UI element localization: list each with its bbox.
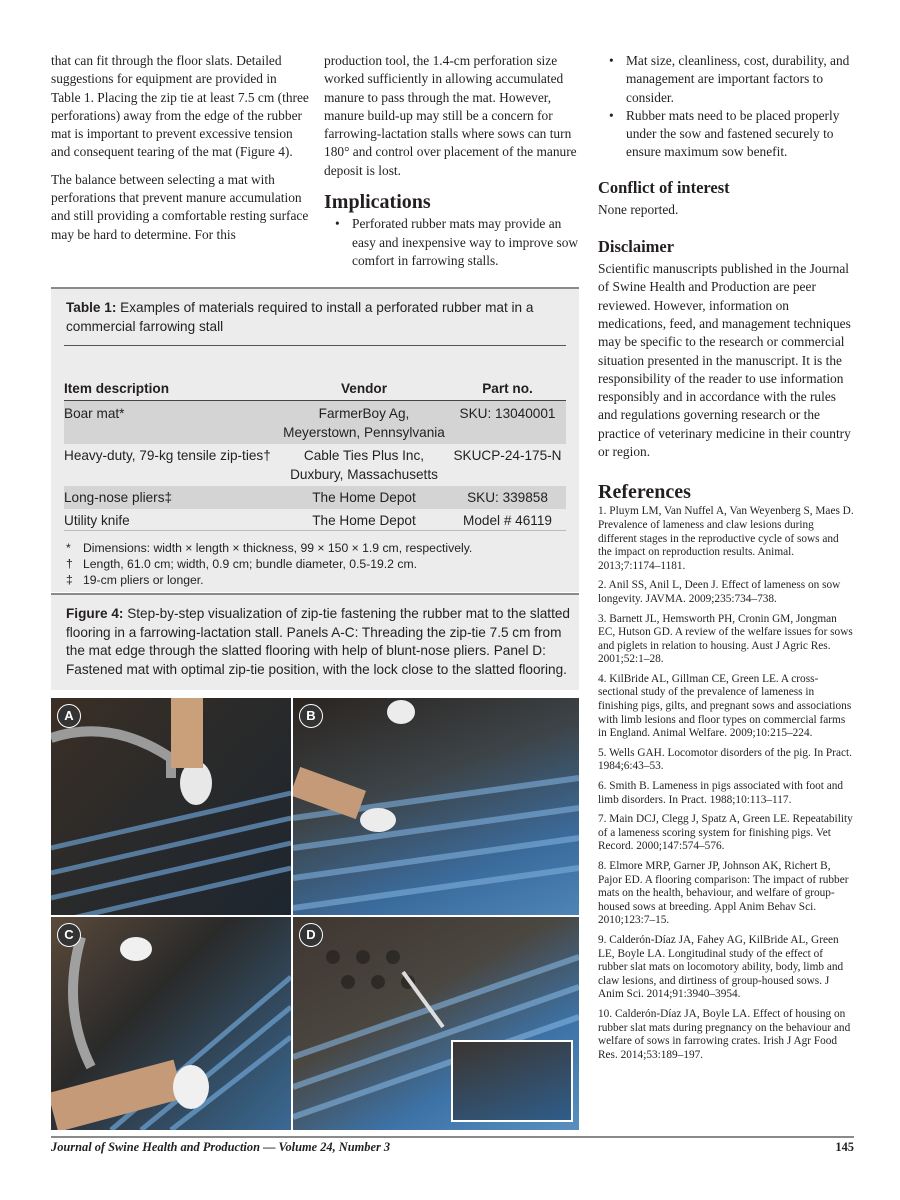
journal-footer: Journal of Swine Health and Production — Volume 24, Number 3 bbox=[51, 1140, 391, 1154]
table-cell: Model # 46119 bbox=[463, 513, 552, 528]
page-number: 145 bbox=[835, 1140, 854, 1154]
figure-panel-a-photo bbox=[51, 698, 291, 915]
table-cell: Boar mat* bbox=[64, 401, 279, 445]
paragraph: that can fit through the floor slats. Detailed suggestions for equipment are provided in Table 1. Placing the zip tie at least 7.5 cm (three perforations) away from the edge of the rubber mat is important to prevent excessive tension and consequent tearing of the mat (Figure 4). bbox=[51, 53, 309, 160]
reference-item: 10. Calderón-Díaz JA, Boyle LA. Effect of housing on rubber slat mats during pregnancy on the behaviour and welfare of sows in farrowing crates. Irish J Agr Food Res. 2014;53:189–197. bbox=[598, 1007, 851, 1061]
table-footnote-rule bbox=[64, 530, 566, 531]
table-row bbox=[64, 401, 566, 445]
table-row bbox=[64, 509, 566, 532]
column-1 bbox=[51, 52, 309, 253]
disclaimer-text: Scientific manuscripts published in the Journal of Swine Health and Production are peer reviewed. However, information on medications, feed, and management techniques may be specific to the research or commercial situation presented in the manuscript. It is the responsibility of the reader to use information responsibly and in accordance with the rules and regulations governing research or the practice of veterinary medicine in their country or region. bbox=[598, 261, 851, 460]
materials-table bbox=[64, 378, 566, 532]
footer-rule bbox=[51, 1136, 854, 1138]
table-cell: SKUCP-24-175-N bbox=[453, 448, 562, 463]
panel-label: C bbox=[57, 923, 81, 947]
reference-item: 5. Wells GAH. Locomotor disorders of the pig. In Pract. 1984;6:43–53. bbox=[598, 746, 852, 773]
figure-panel-c-photo bbox=[51, 917, 291, 1130]
table-row bbox=[64, 444, 566, 486]
bullet-item: • Mat size, cleanliness, cost, durability, and management are important factors to consider. bbox=[598, 52, 855, 107]
reference-item: 3. Barnett JL, Hemsworth PH, Cronin GM, Jongman EC, Hutson GD. A review of the welfare issues for sows and piglets in relation to housing. Aust J Agric Res. 2001;52:1–28. bbox=[598, 612, 853, 666]
footnote-mark: * bbox=[66, 541, 71, 555]
paragraph: The balance between selecting a mat with perforations that prevent manure accumulation and still providing a comfortable resting surface may be hard to determine. For this bbox=[51, 171, 309, 242]
figure-panel-d-photo bbox=[293, 917, 579, 1130]
panel-d-inset-photo bbox=[451, 1040, 573, 1122]
figure-label: Figure 4: bbox=[66, 606, 124, 621]
references-list bbox=[598, 505, 855, 1062]
slatted-floor-illustration bbox=[293, 698, 579, 915]
reference-item: 1. Pluym LM, Van Nuffel A, Van Weyenberg S, Maes D. Prevalence of lameness and claw lesions during different stages in the reproductive cycle of sows and the impact on reproduction results. Animal. 2013;7:1174–1181. bbox=[598, 505, 854, 572]
reference-item: 8. Elmore MRP, Garner JP, Johnson AK, Richert B, Pajor ED. A flooring comparison: The impact of rubber mats on the health, behaviour, and welfare of group-housed sows at breeding. Appl Anim Behav Sci. 2010;123:7–15. bbox=[598, 860, 849, 927]
footnote-text: Length, 61.0 cm; width, 0.9 cm; bundle diameter, 0.5-19.2 cm. bbox=[83, 557, 417, 571]
panel-label: B bbox=[299, 704, 323, 728]
table-footnotes bbox=[66, 540, 472, 588]
slatted-floor-illustration bbox=[51, 698, 291, 915]
footnote bbox=[66, 572, 472, 588]
implications-list-continued bbox=[598, 52, 855, 162]
reference-item: 9. Calderón-Díaz JA, Fahey AG, KilBride AL, Green LE, Boyle LA. Longitudinal study of the effect of rubber slat mats on locomotory ability, body, limb and claw lesions, and dirtiness of group-housed sows. J Anim Sci. 2014;91:3940–3954. bbox=[598, 933, 844, 1001]
footnote bbox=[66, 556, 472, 572]
table-caption bbox=[66, 298, 566, 336]
footnote-text: 19-cm pliers or longer. bbox=[83, 573, 204, 587]
bullet-item: • Perforated rubber mats may provide an easy and inexpensive way to improve sow comfort in farrowing stalls. bbox=[324, 215, 582, 270]
panel-label: D bbox=[299, 923, 323, 947]
paragraph: production tool, the 1.4-cm perforation size worked sufficiently in allowing accumulated manure to pass through the mat. However, manure build-up may still be a concern for farrowing-lactation stalls where sows can turn 180° and control over placement of the manure deposit is lost. bbox=[324, 53, 577, 178]
table-cell: Utility knife bbox=[64, 513, 130, 528]
conflict-of-interest-text: None reported. bbox=[598, 201, 679, 217]
table-cell: Long-nose pliers‡ bbox=[64, 486, 279, 509]
references-heading: References bbox=[598, 481, 691, 504]
table-cell: SKU: 13040001 bbox=[449, 401, 566, 445]
figure-4-caption-box bbox=[51, 593, 579, 690]
column-3 bbox=[598, 52, 855, 1068]
column-header: Vendor bbox=[279, 378, 449, 401]
disclaimer-heading: Disclaimer bbox=[598, 237, 675, 257]
footnote-text: Dimensions: width × length × thickness, 99 × 150 × 1.9 cm, respectively. bbox=[83, 541, 473, 555]
column-header: Item description bbox=[64, 378, 279, 401]
figure-caption bbox=[66, 605, 571, 679]
table-cell: FarmerBoy Ag, Meyerstown, Pennsylvania bbox=[279, 401, 449, 445]
reference-item: 6. Smith B. Lameness in pigs associated with foot and limb disorders. In Pract. 1988;10:113–117. bbox=[598, 780, 844, 806]
table-top-rule bbox=[64, 345, 566, 346]
table-label: Table 1: bbox=[66, 300, 117, 315]
slatted-floor-illustration bbox=[51, 917, 291, 1130]
figure-caption-text: Step-by-step visualization of zip-tie fastening the rubber mat to the slatted flooring in a farrowing-lactation stall. Panels A-C: Threading the zip-tie 7.5 cm from the mat edge through the slatted flooring with help of blunt-nose pliers. Panel D: Fastened mat with optimal zip-tie position, with the lock close to the slatted flooring. bbox=[66, 606, 570, 677]
table-cell: Heavy-duty, 79-kg tensile zip-ties† bbox=[64, 448, 271, 463]
table-1-box bbox=[51, 287, 579, 592]
column-header: Part no. bbox=[449, 378, 566, 401]
implications-heading: Implications bbox=[324, 191, 431, 214]
footnote-mark: † bbox=[66, 557, 73, 571]
table-cell: The Home Depot bbox=[279, 486, 449, 509]
figure-panel-b-photo bbox=[293, 698, 579, 915]
reference-item: 2. Anil SS, Anil L, Deen J. Effect of lameness on sow longevity. JAVMA. 2009;235:734–738. bbox=[598, 579, 841, 605]
table-cell: The Home Depot bbox=[312, 513, 416, 528]
panel-label: A bbox=[57, 704, 81, 728]
bullet-item: • Rubber mats need to be placed properly under the sow and fastened securely to ensure maximum sow benefit. bbox=[598, 107, 855, 162]
table-caption-text: Examples of materials required to install a perforated rubber mat in a commercial farrowing stall bbox=[66, 300, 534, 334]
column-2 bbox=[324, 52, 582, 270]
table-cell: Cable Ties Plus Inc, Duxbury, Massachusetts bbox=[290, 448, 438, 482]
implications-list bbox=[324, 215, 582, 270]
table-row bbox=[64, 486, 566, 509]
conflict-of-interest-heading: Conflict of interest bbox=[598, 177, 730, 197]
reference-item: 4. KilBride AL, Gillman CE, Green LE. A cross-sectional study of the prevalence of lameness in finishing pigs, gilts, and pregnant sows and associations with limb lesions and floor types on commercial farms in England. Animal Welfare. 2009;10:215–224. bbox=[598, 672, 852, 740]
table-cell: SKU: 339858 bbox=[449, 486, 566, 509]
reference-item: 7. Main DCJ, Clegg J, Spatz A, Green LE. Repeatability of a lameness scoring system for finishing pigs. Vet Record. 2000;147:574–576. bbox=[598, 813, 853, 853]
footnote-mark: ‡ bbox=[66, 573, 73, 587]
footnote bbox=[66, 540, 472, 556]
